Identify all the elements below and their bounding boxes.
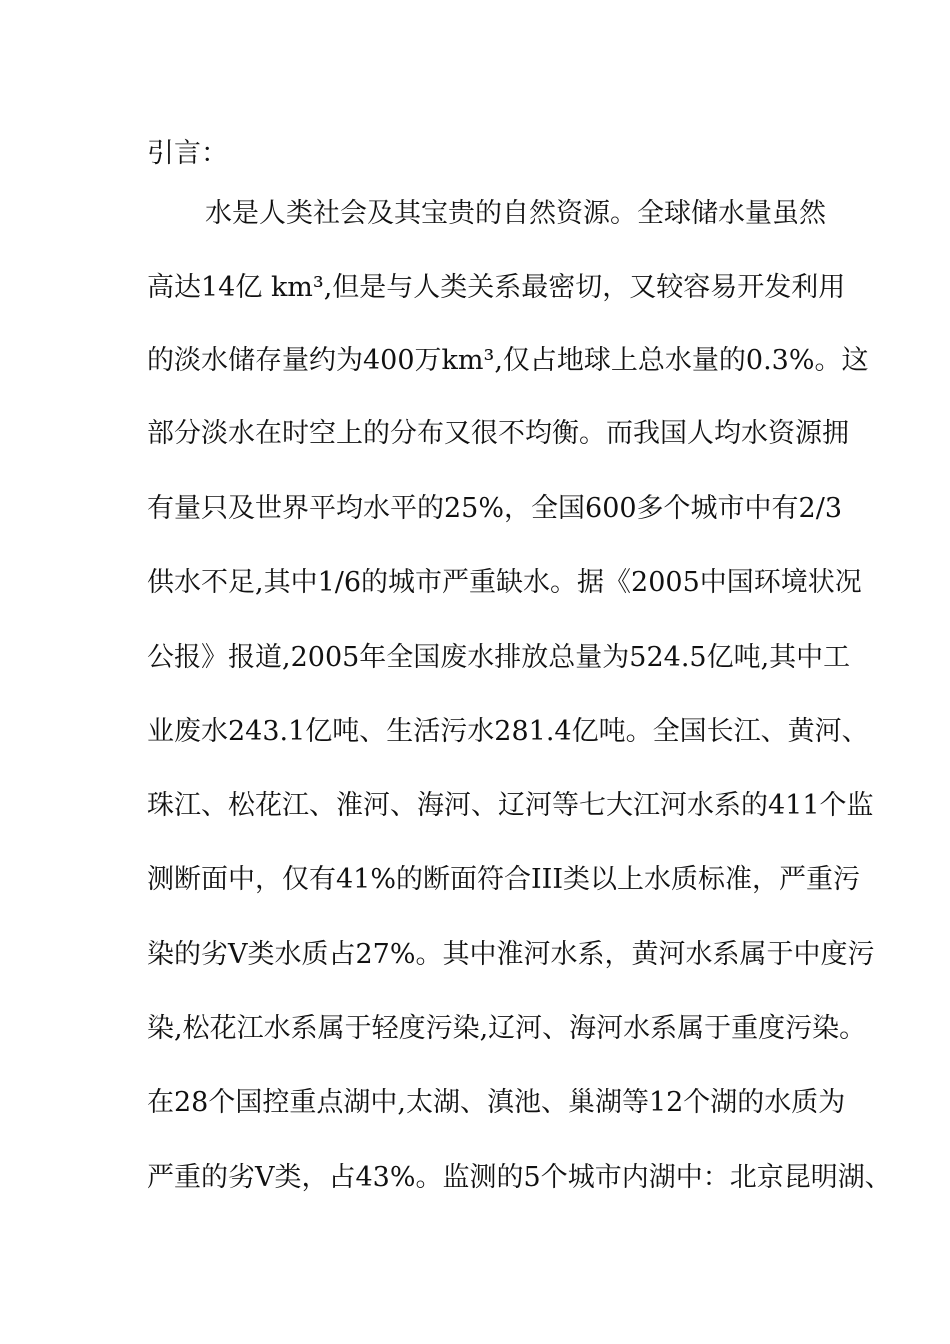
paragraph-line-12: 染,松花江水系属于轻度污染,辽河、海河水系属于重度污染。: [147, 1013, 867, 1044]
paragraph-line-14: 严重的劣V类，占43%。监测的5个城市内湖中：北京昆明湖、: [147, 1162, 892, 1193]
paragraph-line-3: 的淡水储存量约为400万km³,仅占地球上总水量的0.3%。这: [147, 345, 869, 376]
paragraph-line-9: 珠江、松花江、淮河、海河、辽河等七大江河水系的411个监: [147, 790, 874, 821]
paragraph-line-6: 供水不足,其中1/6的城市严重缺水。据《2005中国环境状况: [147, 567, 862, 598]
paragraph-line-2: 高达14亿 km³,但是与人类关系最密切，又较容易开发利用: [147, 272, 846, 303]
intro-heading: 引言：: [147, 138, 228, 169]
paragraph-line-13: 在28个国控重点湖中,太湖、滇池、巢湖等12个湖的水质为: [147, 1087, 846, 1118]
paragraph-line-11: 染的劣V类水质占27%。其中淮河水系，黄河水系属于中度污: [147, 939, 875, 970]
paragraph-line-8: 业废水243.1亿吨、生活污水281.4亿吨。全国长江、黄河、: [147, 716, 869, 747]
paragraph-line-4: 部分淡水在时空上的分布又很不均衡。而我国人均水资源拥: [147, 418, 849, 449]
paragraph-line-5: 有量只及世界平均水平的25%，全国600多个城市中有2/3: [147, 493, 842, 524]
paragraph-line-1: 水是人类社会及其宝贵的自然资源。全球储水量虽然: [205, 198, 826, 229]
paragraph-line-7: 公报》报道,2005年全国废水排放总量为524.5亿吨,其中工: [147, 642, 851, 673]
paragraph-line-10: 测断面中，仅有41%的断面符合III类以上水质标准，严重污: [147, 864, 861, 895]
